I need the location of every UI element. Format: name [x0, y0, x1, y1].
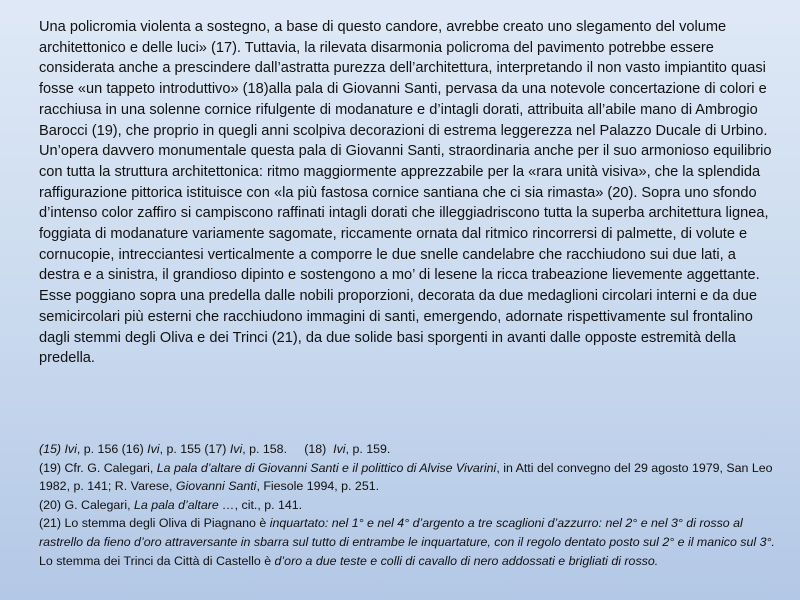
note-19-text-a: (19) Cfr. G. Calegari, [39, 460, 157, 475]
note-21-text-a: (21) Lo stemma degli Oliva di Piagnano è [39, 516, 270, 531]
note-20-text-a: (20) G. Calegari, [39, 497, 135, 512]
note-15-num: (15) [39, 442, 65, 456]
note-21-text-b: Lo stemma dei Trinci da Città di Castello è [39, 534, 782, 568]
footnote-20 [39, 496, 789, 515]
note-19-text-c: , Fiesole 1994, p. 251. [256, 479, 380, 494]
note-17-num: (17) [204, 442, 230, 456]
footnotes [39, 440, 789, 570]
note-16-ivi: Ivi [147, 442, 160, 456]
note-15-ivi: Ivi [64, 442, 77, 456]
note-18-page: , p. 159. [345, 442, 391, 456]
note-21-blazon-trinci: d’oro a due teste e colli di cavallo di nero addossati e brigliati di rosso. [274, 553, 659, 568]
note-20-title: La pala d’altare … [134, 497, 235, 512]
note-17-page: , p. 158. [242, 442, 305, 456]
note-16-num: (16) [121, 442, 148, 456]
paragraph-2: Un’opera davvero monumentale questa pala di Giovanni Santi, straordinaria anche per il suo armonioso equilibrio con tutta la struttura architettonica: ritmo maggiormente apprezzabile per la «rara unità visiva», che la splendida raffigurazione pittorica istituisce con «la più fastosa cornice santiana che ci sia rimasta» (20). Sopra uno sfondo d’intenso color zaffiro si campiscono raffinati intagli dorati che illeggiadriscono tutta la superba architettura lignea, foggiata di modanature variamente sagomate, riccamente ornata dal ritmico rincorrersi di palmette, di volute e cornucopie, intrecciantesi verticalmente a comporre le due snelle candelabre che racchiudono sui due lati, a destra e a sinistra, il grandioso dipinto e sostengono a mo’ di lesene la ricca trabeazione lievemente aggettante. Esse poggiano sopra una predella dalle nobili proporzioni, decorata da due medaglioni circolari interni e da due semicircolari più esterni che racchiudono immagini di santi, emergendo, adornate rispettivamente sul frontalino dagli stemmi degli Oliva e dei Trinci (21), da due solide basi sporgenti in avanti dalle opposte estremità della predella. [39, 143, 772, 367]
footnote-19 [39, 459, 789, 496]
footnotes-15-18 [39, 440, 789, 459]
note-17-ivi: Ivi [229, 442, 243, 456]
note-16-page: , p. 155 [159, 442, 205, 456]
paragraph-1: Una policromia violenta a sostegno, a base di questo candore, avrebbe creato uno slegamento del volume architettonico e delle luci» (17). Tuttavia, la rilevata disarmonia policroma del pavimento potrebbe essere considerata anche a prescindere dall’astratta purezza dell’architettura, interpretando il non vasto impiantito quasi fosse «un tappeto introduttivo» (18)alla pala di Giovanni Santi, pervasa da una notevole concertazione di colori e racchiusa in una solenne cornice rifulgente di modanature e d’intagli dorati, attribuita all’abile mano di Ambrogio Barocci (19), che proprio in quegli anni scolpiva decorazioni di estrema leggerezza nel Palazzo Ducale di Urbino. [39, 19, 768, 139]
note-18-ivi: Ivi [333, 442, 346, 456]
footnote-21 [39, 514, 789, 570]
main-text [39, 17, 775, 369]
note-19-text-b: , in Atti del convegno del 29 agosto 1979, San Leo 1982, p. 141; R. Varese, [39, 460, 773, 494]
note-21-blazon-oliva: inquartato: nel 1° e nel 4° d’argento a tre scaglioni d’azzurro: nel 2° e nel 3° di rosso al rastrello da fieno d’oro attraversante in sbarra sul tutto di entrambe le inquartature, con il regolo dentato posto sul 2° e il manico sul 3°. [39, 516, 775, 549]
note-19-title-2: Giovanni Santi [175, 479, 257, 494]
note-15-page: , p. 156 [76, 442, 122, 456]
note-20-text-b: , cit., p. 141. [234, 497, 303, 512]
note-18-num: (18) [304, 442, 334, 456]
note-19-title: La pala d’altare di Giovanni Santi e il polittico di Alvise Vivarini [156, 460, 497, 475]
